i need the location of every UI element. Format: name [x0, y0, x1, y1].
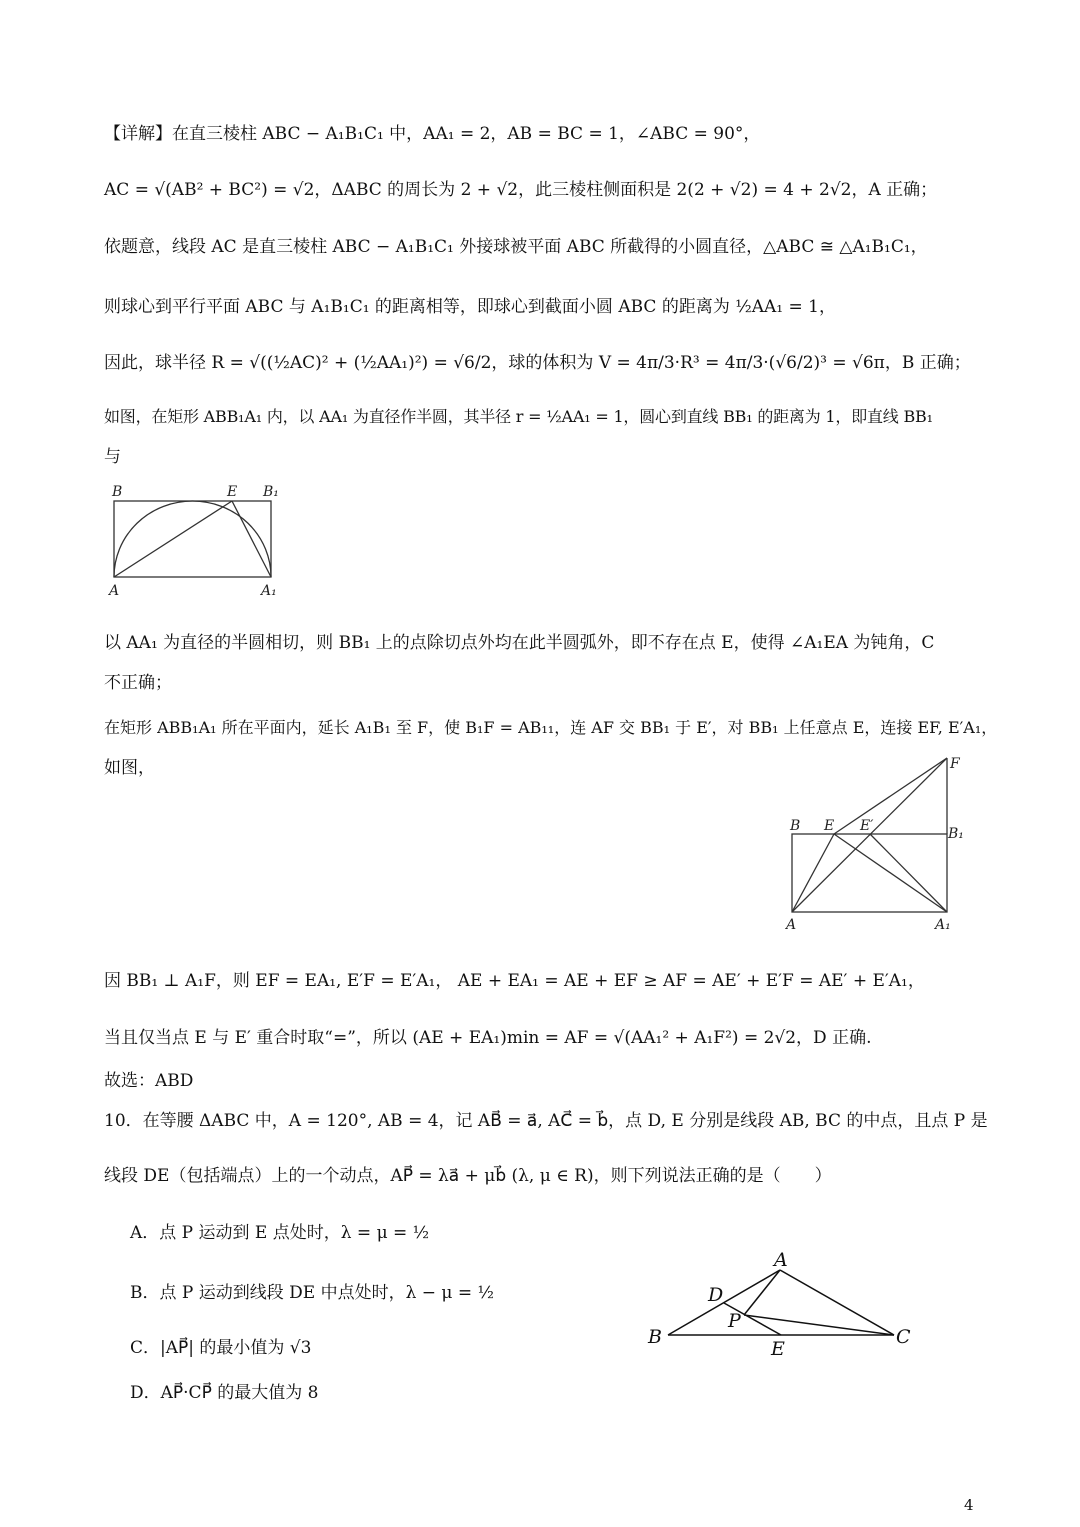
- text-line: 在矩形 ABB₁A₁ 所在平面内，延长 A₁B₁ 至 F，使 B₁F = AB₁₁，连 AF 交 BB₁ 于 E′，对 BB₁ 上任意点 E，连接 EF, E′A₁，: [104, 718, 998, 737]
- option-c: C．|AP⃗| 的最小值为 √3: [130, 1338, 312, 1358]
- segment-ae: [114, 501, 232, 577]
- label-b1: B₁: [263, 484, 279, 500]
- segment-ae: [792, 834, 834, 912]
- text-line: 故选：ABD: [104, 1071, 194, 1091]
- option-a: A．点 P 运动到 E 点处时，λ = μ = ½: [130, 1223, 430, 1243]
- label-e-prime: E′: [860, 818, 874, 834]
- segment-ef: [834, 758, 947, 834]
- text-line: 当且仅当点 E 与 E′ 重合时取“=”，所以 (AE + EA₁)min = AF = √(AA₁² + A₁F²) = 2√2，D 正确.: [104, 1028, 872, 1048]
- text-line: 【详解】在直三棱柱 ABC − A₁B₁C₁ 中，AA₁ = 2，AB = BC = 1，∠ABC = 90°，: [104, 124, 761, 144]
- rectangle: [792, 834, 947, 912]
- label-a1: A₁: [935, 917, 951, 933]
- label-c: C: [896, 1326, 911, 1348]
- text-line: AC = √(AB² + BC²) = √2，ΔABC 的周长为 2 + √2，此三棱柱侧面积是 2(2 + √2) = 4 + 2√2，A 正确；: [104, 180, 938, 200]
- label-b: B: [648, 1326, 662, 1348]
- text-line: 如图，在矩形 ABB₁A₁ 内，以 AA₁ 为直径作半圆，其半径 r = ½AA₁ = 1，圆心到直线 BB₁ 的距离为 1，即直线 BB₁: [104, 407, 933, 426]
- text-line: 则球心到平行平面 ABC 与 A₁B₁C₁ 的距离相等，即球心到截面小圆 ABC 的距离为 ½AA₁ = 1，: [104, 297, 836, 317]
- text-line: 以 AA₁ 为直径的半圆相切，则 BB₁ 上的点除切点外均在此半圆弧外，即不存在点 E，使得 ∠A₁EA 为钝角，C: [104, 633, 935, 653]
- semicircle: [114, 501, 271, 577]
- page-number: 4: [964, 1496, 974, 1514]
- label-b1: B₁: [948, 826, 964, 842]
- text-line: 如图，: [104, 758, 155, 778]
- segment-e2a1: [870, 834, 947, 912]
- text-line: 不正确；: [104, 673, 172, 693]
- figure-rectangle-reflection: [780, 752, 970, 938]
- question-10-line: 线段 DE（包括端点）上的一个动点，AP⃗ = λa⃗ + μb⃗ (λ, μ ∈ R)，则下列说法正确的是（ ）: [104, 1166, 832, 1186]
- segment-ea1: [232, 501, 271, 577]
- segment-ea1: [834, 834, 947, 912]
- rectangle: [114, 501, 271, 577]
- label-p: P: [728, 1310, 741, 1332]
- segment-ap: [744, 1270, 780, 1315]
- label-b: B: [790, 818, 801, 834]
- label-e: E: [824, 818, 835, 834]
- text-line: 与: [104, 447, 121, 467]
- option-b: B．点 P 运动到线段 DE 中点处时，λ − μ = ½: [130, 1283, 494, 1303]
- label-b: B: [112, 484, 123, 500]
- label-a: A: [786, 917, 797, 933]
- label-a: A: [109, 583, 120, 599]
- figure-triangle: [640, 1245, 920, 1360]
- label-a1: A₁: [261, 583, 277, 599]
- segment-ac: [780, 1270, 894, 1335]
- figure-rectangle-semicircle: [104, 478, 284, 602]
- option-d: D．AP⃗·CP⃗ 的最大值为 8: [130, 1383, 319, 1403]
- text-line: 因 BB₁ ⊥ A₁F，则 EF = EA₁, E′F = E′A₁， AE + EA₁ = AE + EF ≥ AF = AE′ + E′F = AE′ + E′A₁，: [104, 971, 925, 991]
- question-10-line: 10．在等腰 ΔABC 中，A = 120°, AB = 4，记 AB⃗ = a⃗, AC⃗ = b⃗，点 D, E 分别是线段 AB, BC 的中点，且点 P 是: [104, 1111, 988, 1131]
- text-line: 依题意，线段 AC 是直三棱柱 ABC − A₁B₁C₁ 外接球被平面 ABC 所截得的小圆直径，△ABC ≅ △A₁B₁C₁，: [104, 237, 928, 257]
- label-f: F: [950, 756, 960, 772]
- label-d: D: [708, 1284, 724, 1306]
- label-a: A: [774, 1249, 788, 1271]
- label-e: E: [771, 1338, 785, 1360]
- label-e: E: [227, 484, 238, 500]
- segment-pc: [744, 1315, 894, 1335]
- text-line: 因此，球半径 R = √((½AC)² + (½AA₁)²) = √6/2，球的体积为 V = 4π/3·R³ = 4π/3·(√6/2)³ = √6π，B 正确；: [104, 353, 971, 373]
